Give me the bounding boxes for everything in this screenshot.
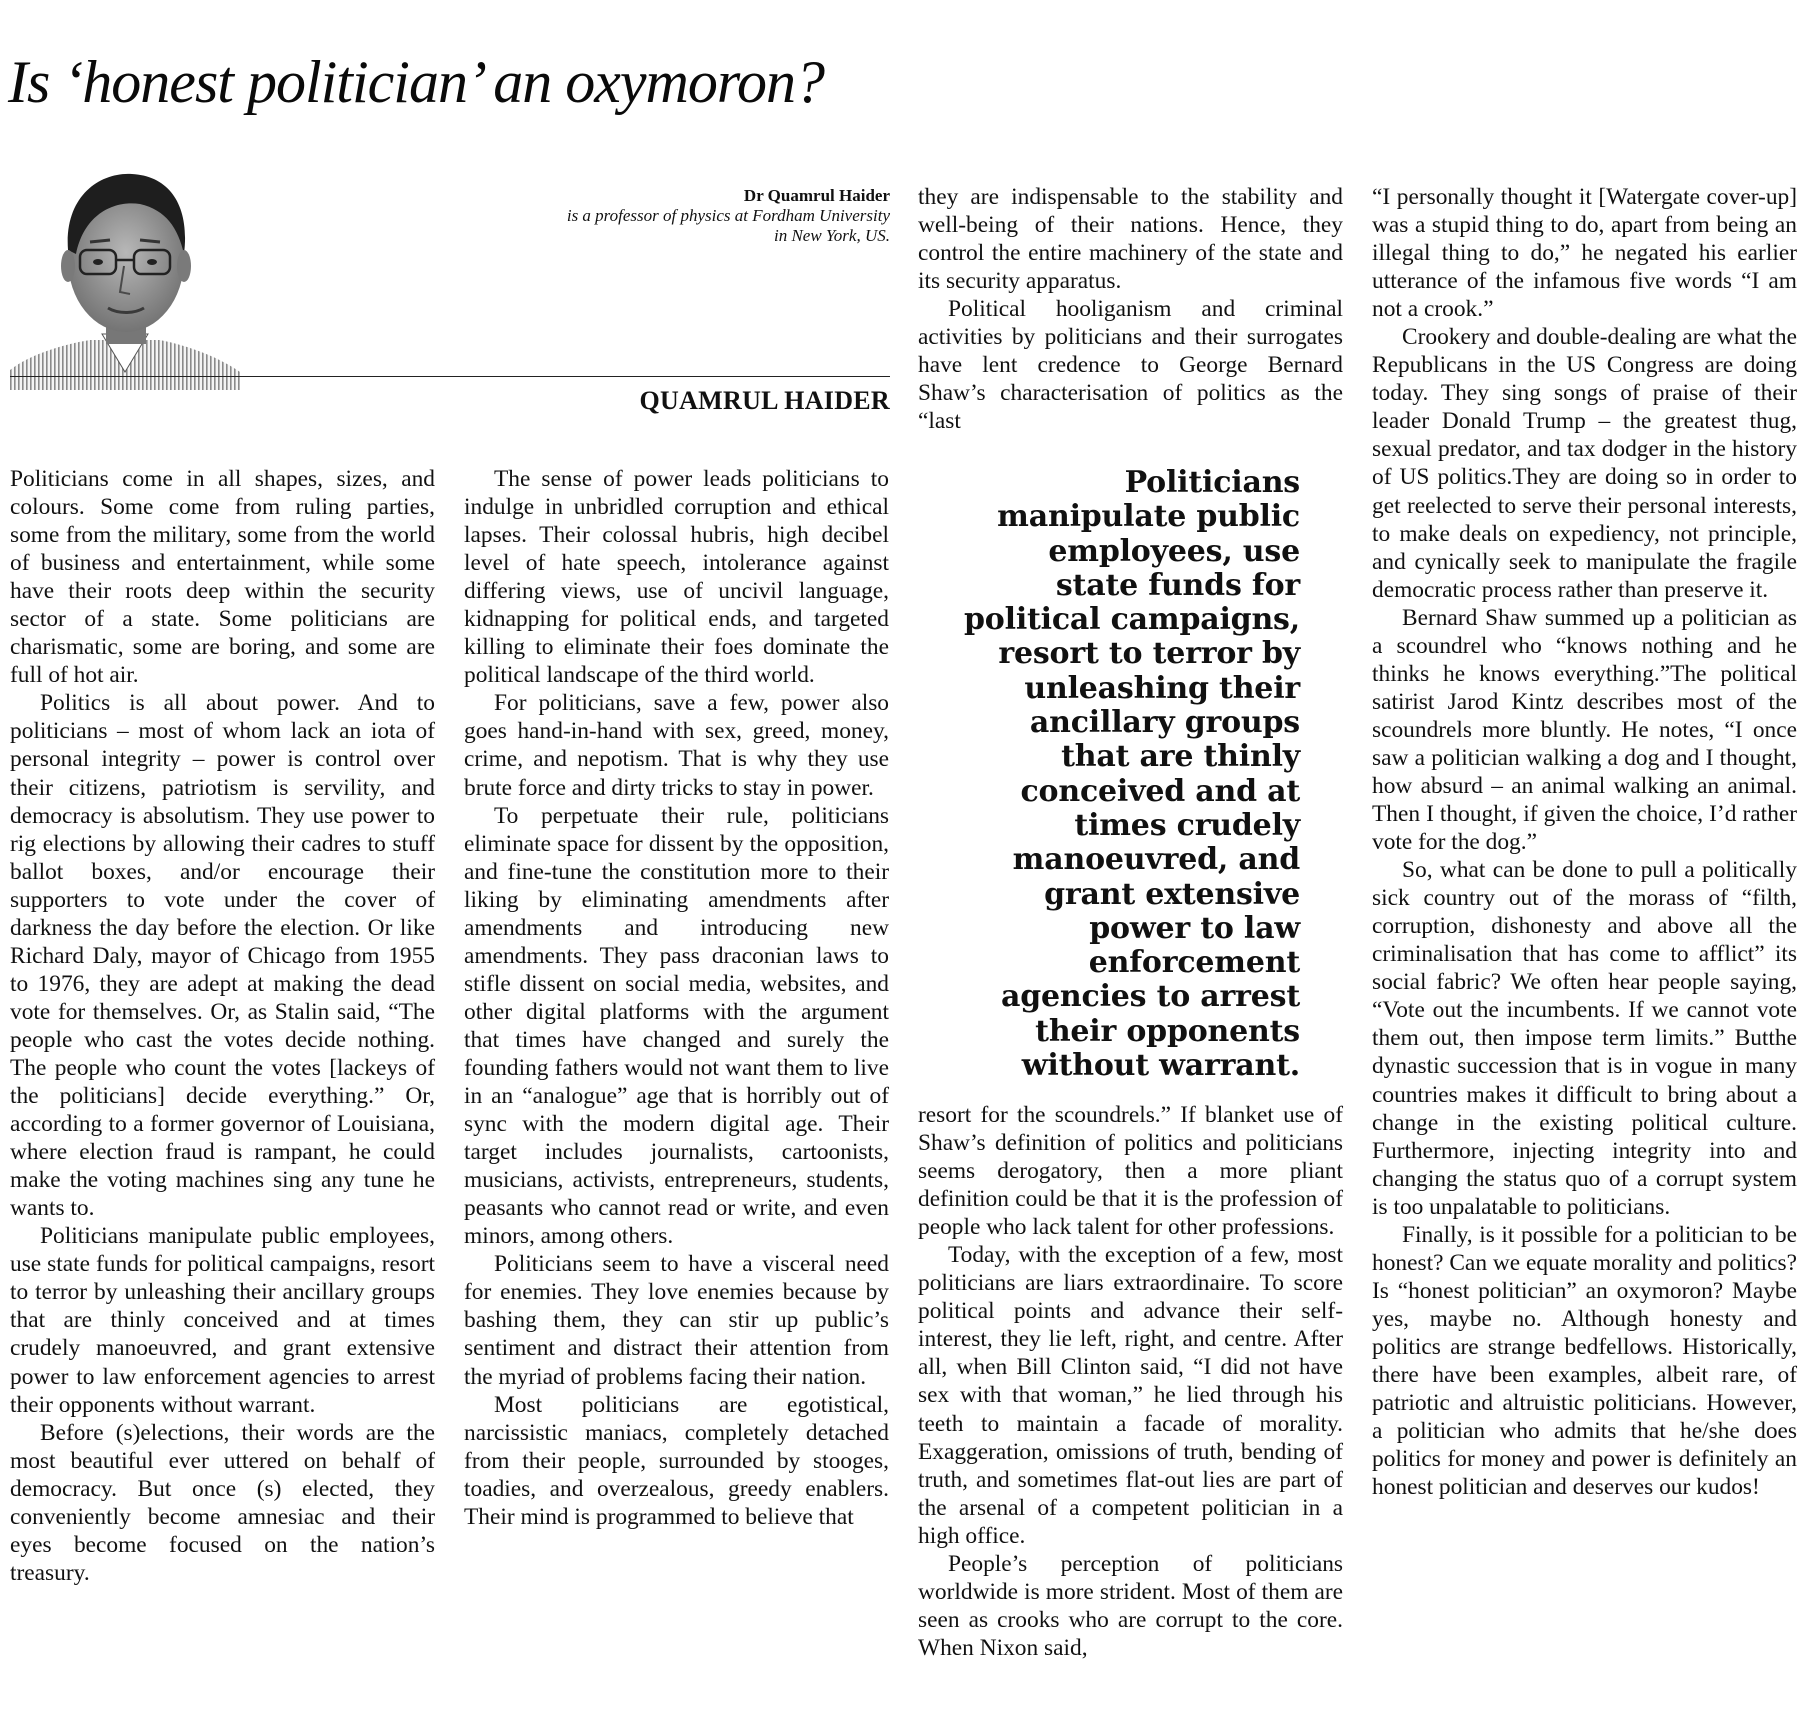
byline: QUAMRUL HAIDER [639, 386, 890, 415]
paragraph: resort for the scoundrels.” If blanket use of Shaw’s definition of politics and politicians seems derogatory, then a more pliant definition could be that it is the profession of people who lack talent for other professions. [918, 1102, 1343, 1241]
paragraph: Politicians manipulate public employees, use state funds for political campaigns, resort to terror by unleashing their ancillary groups that are thinly conceived and at times crudely manoeuvred, and grant extensive power to law enforcement agencies to arrest their opponents without warrant. [10, 1223, 435, 1418]
paragraph: For politicians, save a few, power also goes hand-in-hand with sex, greed, money, crime, and nepotism. That is why they use brute force and dirty tricks to stay in power. [464, 690, 889, 801]
article-column-4 [1372, 183, 1797, 1501]
paragraph: “I personally thought it [Watergate cover-up] was a stupid thing to do, apart from being an illegal thing to do,” he negated his earlier utterance of the infamous five words “I am not a crook.” [1372, 184, 1797, 323]
article-column-3-top [918, 183, 1343, 435]
paragraph: So, what can be done to pull a politically sick country out of the morass of “filth, corruption, dishonesty and above all the criminalisation that has come to afflict” its social fabric? We often hear people saying, “Vote out the incumbents. If we cannot vote them out, then impose term limits.” Butthe dynastic succession that is in vogue in many countries makes it difficult to bring about a change in the existing political culture. Furthermore, injecting integrity into and changing the status quo of a corrupt system is too unpalatable to politicians. [1372, 857, 1797, 1220]
article-column-2 [464, 465, 889, 1531]
paragraph: Politicians seem to have a visceral need for enemies. They love enemies because by bashing them, they can stir up public’s sentiment and distract their attention from the myriad of problems facing their nation. [464, 1251, 889, 1390]
paragraph: Politicians come in all shapes, sizes, and colours. Some come from ruling parties, some from the military, some from the world of business and entertainment, while some have their roots deep within the security sector of a state. Some politicians are charismatic, some are boring, and some are full of hot air. [10, 466, 435, 689]
paragraph: Politics is all about power. And to politicians – most of whom lack an iota of personal integrity – power is control over their citizens, patriotism is servility, and democracy is absolutism. They use power to rig elections by allowing their cadres to stuff ballot boxes, and/or encourage their supporters to vote under the cover of darkness the day before the election. Or like Richard Daly, mayor of Chicago from 1955 to 1976, they are adept at making the dead vote for themselves. Or, as Stalin said, “The people who cast the votes decide nothing. The people who count the votes [lackeys of the politicians] decide everything.” Or, according to a former governor of Louisiana, where election fraud is rampant, he could make the voting machines sing any tune he wants to. [10, 690, 435, 1222]
paragraph: To perpetuate their rule, politicians eliminate space for dissent by the opposition, and fine-tune the constitution more to their liking by eliminating amendments after amendments and introducing new amendments. They pass draconian laws to stifle dissent on social media, websites, and other digital platforms with the argument that times have changed and surely the founding fathers would not want them to live in an “analogue” age that is horribly out of sync with the modern digital age. Their target includes journalists, cartoonists, musicians, activists, entrepreneurs, students, peasants who cannot read or write, and even minors, among others. [464, 802, 889, 1250]
article-column-3-bottom [918, 1101, 1343, 1662]
author-name: Dr Quamrul Haider [743, 186, 890, 205]
paragraph: they are indispensable to the stability and well-being of their nations. Hence, they control the entire machinery of the state and its security apparatus. [918, 184, 1343, 295]
paragraph: Before (s)elections, their words are the most beautiful ever uttered on behalf of democracy. But once (s) elected, they conveniently become amnesiac and their eyes become focused on the nation’s treasury. [10, 1419, 435, 1586]
author-photo [10, 158, 240, 390]
paragraph: Political hooliganism and criminal activities by politicians and their surrogates have lent credence to George Bernard Shaw’s characterisation of politics as the “last [918, 296, 1343, 435]
article-column-1 [10, 465, 435, 1587]
byline-divider [10, 376, 890, 377]
paragraph: People’s perception of politicians worldwide is more strident. Most of them are seen as crooks who are corrupt to the core. When Nixon said, [918, 1550, 1343, 1661]
paragraph: Most politicians are egotistical, narcissistic maniacs, completely detached from their people, surrounded by stooges, toadies, and overzealous, greedy enablers. Their mind is programmed to believe that [464, 1391, 889, 1530]
headline: Is ‘honest politician’ an oxymoron? [8, 49, 824, 115]
author-bio [560, 186, 890, 246]
paragraph: Today, with the exception of a few, most politicians are liars extraordinaire. To score political points and advance their self-interest, they lie left, right, and centre. After all, when Bill Clinton said, “I did not have sex with that woman,” he lied through his teeth to maintain a facade of morality. Exaggeration, omissions of truth, bending of truth, and sometimes flat-out lies are part of the arsenal of a competent politician in a high office. [918, 1242, 1343, 1549]
paragraph: Finally, is it possible for a politician to be honest? Can we equate morality and politics? Is “honest politician” an oxymoron? Maybe yes, maybe no. Although honesty and politics are strange bedfellows. Historically, there have been examples, albeit rare, of patriotic and altruistic politicians. However, a politician who admits that he/she does politics for money and power is definitely an honest politician and deserves our kudos! [1372, 1221, 1797, 1501]
paragraph: Bernard Shaw summed up a politician as a scoundrel who “knows nothing and he thinks he knows everything.”The political satirist Jarod Kintz describes most of the scoundrels more bluntly. He notes, “I once saw a politician walking a dog and I thought, how absurd – an animal walking an animal. Then I thought, if given the choice, I’d rather vote for the dog.” [1372, 604, 1797, 856]
pull-quote: Politicians manipulate public employees, use state funds for political campaigns, resort to terror by unleashing their ancillary groups that are thinly conceived and at times crudely manoeuvred, and grant extensive power to law enforcement agencies to arrest their opponents without warrant. [964, 465, 1300, 1084]
author-description: is a professor of physics at Fordham University in New York, US. [566, 206, 890, 245]
paragraph: The sense of power leads politicians to indulge in unbridled corruption and ethical lapses. Their colossal hubris, high decibel level of hate speech, intolerance against differing views, use of uncivil language, kidnapping for political ends, and targeted killing to eliminate their foes dominate the political landscape of the third world. [464, 466, 889, 689]
paragraph: Crookery and double-dealing are what the Republicans in the US Congress are doing today. They sing songs of praise of their leader Donald Trump – the greatest thug, sexual predator, and tax dodger in the history of US politics.They are doing so in order to get reelected to serve their personal interests, to make deals on expediency, not principle, and cynically seek to manipulate the fragile democratic process rather than preserve it. [1372, 324, 1797, 603]
